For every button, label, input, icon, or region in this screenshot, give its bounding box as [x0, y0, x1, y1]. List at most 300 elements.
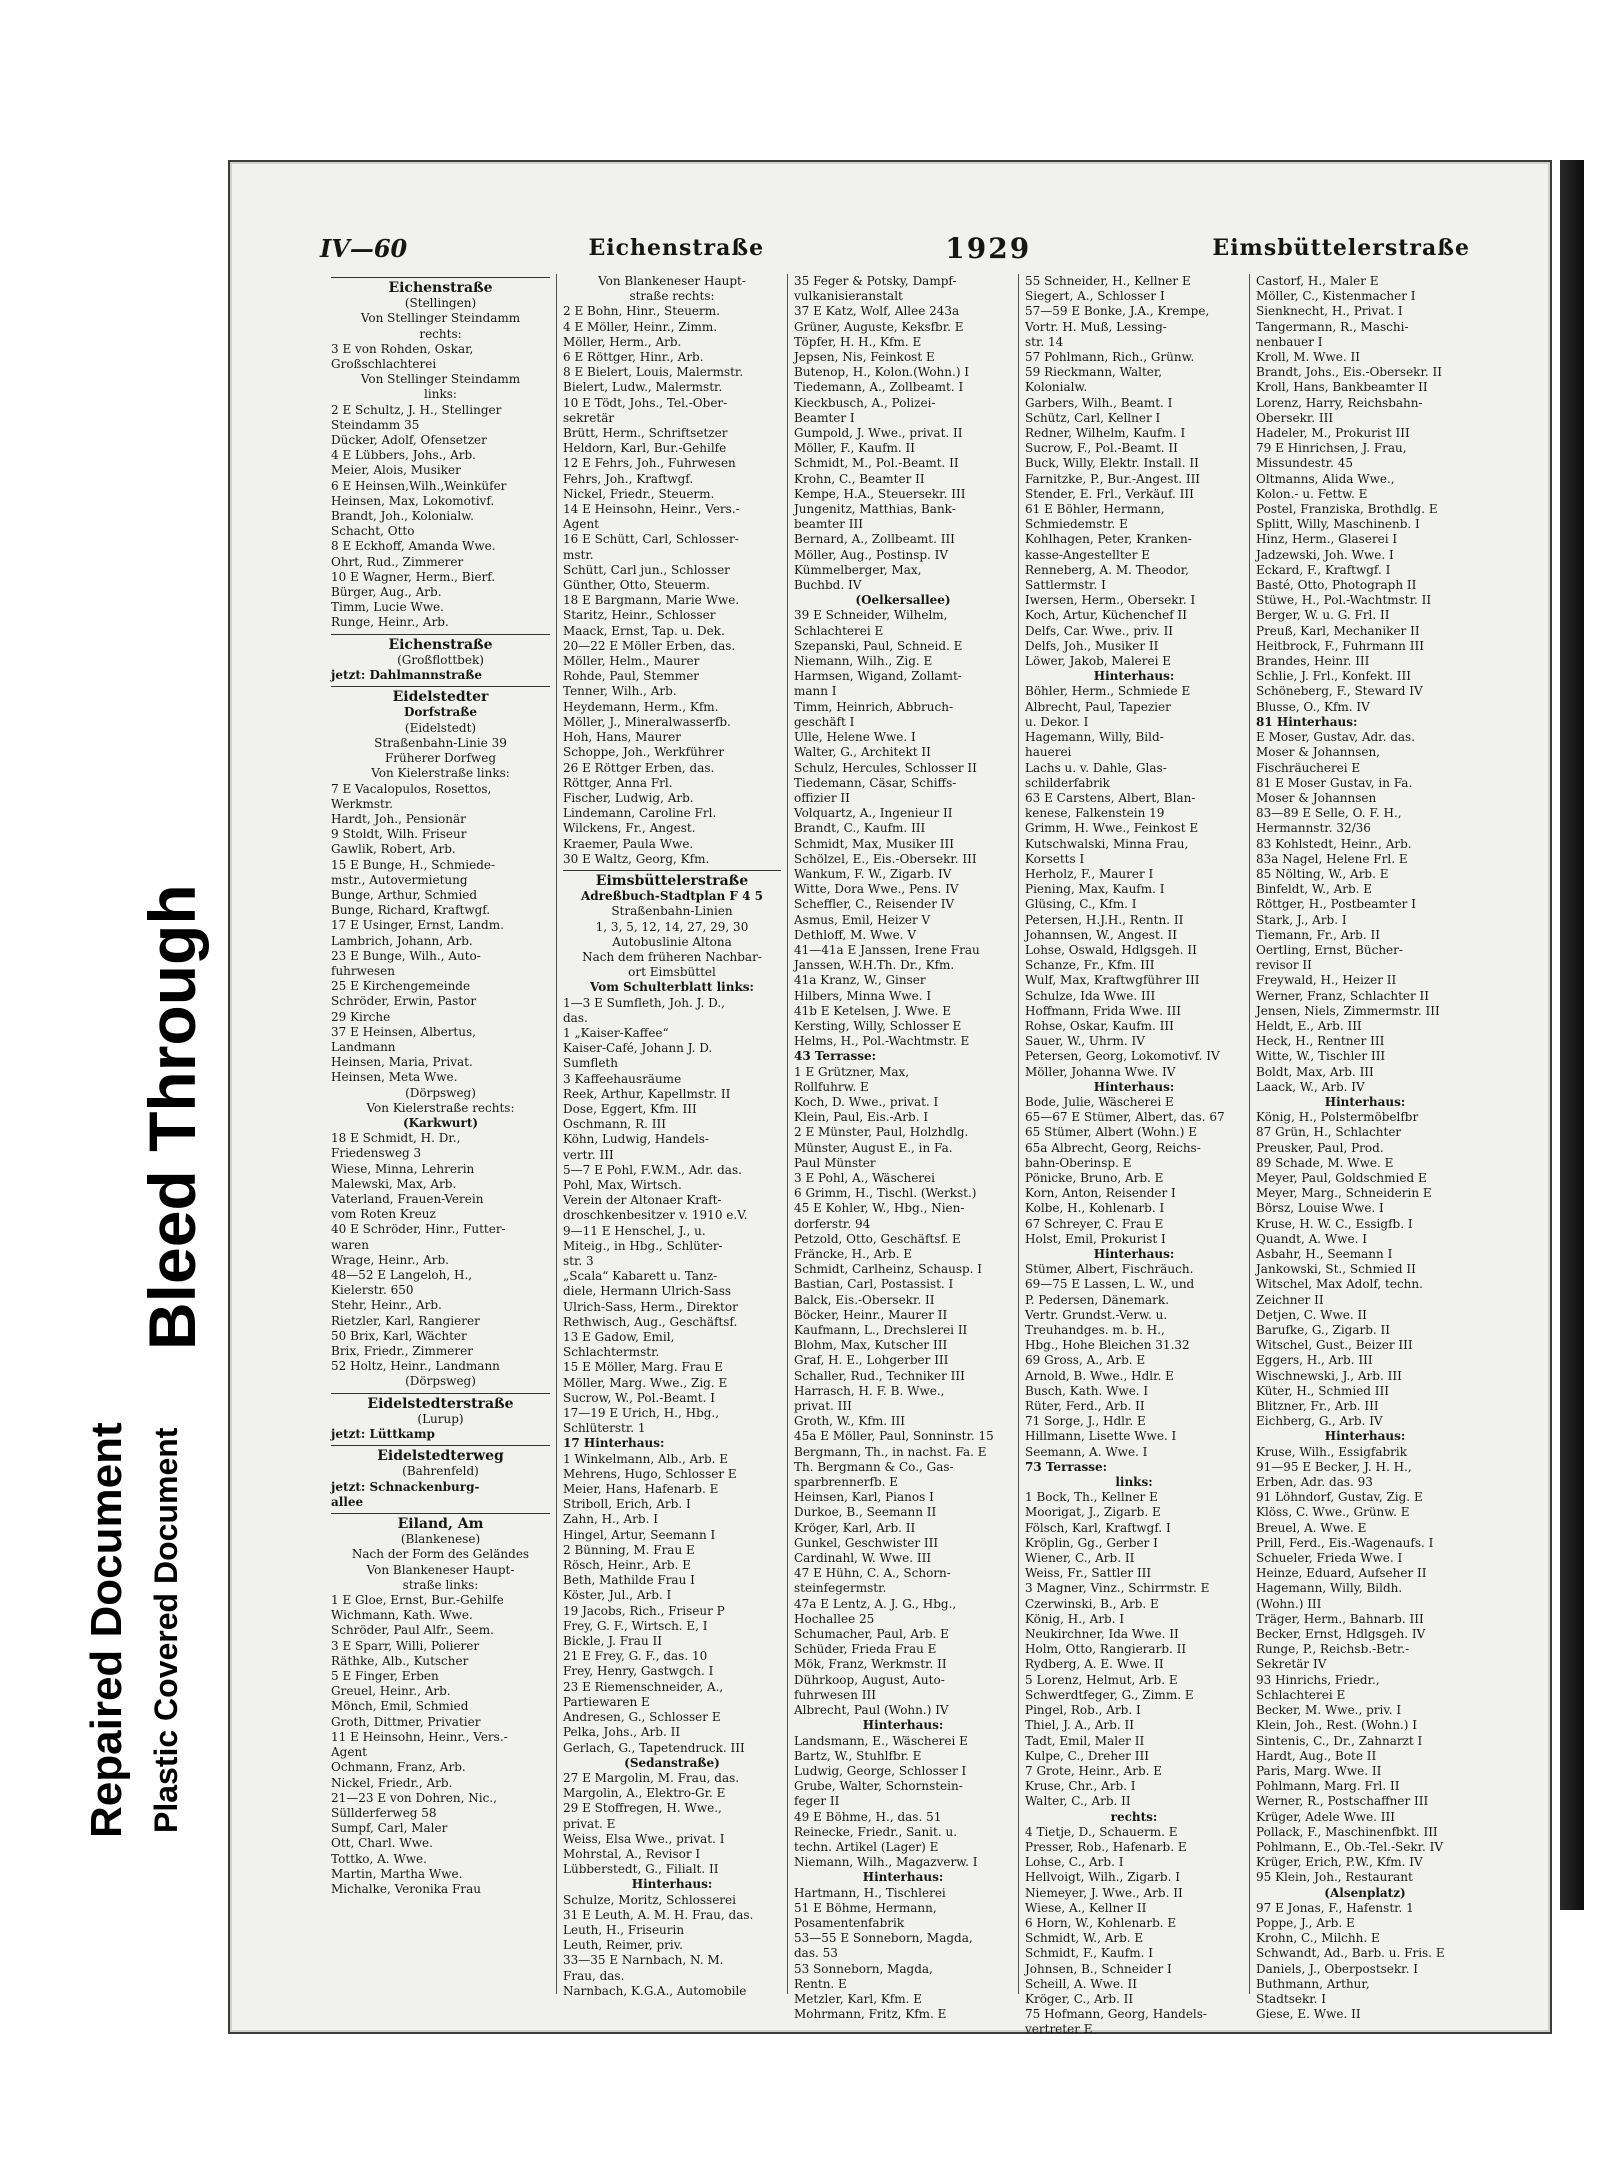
directory-entry: Rentn. E	[794, 1976, 847, 1991]
street-heading: Eiland, Am	[331, 1513, 550, 1532]
directory-entry: Möller, Helm., Maurer	[563, 654, 700, 669]
directory-entry: Krohn, C., Milchh. E	[1256, 1931, 1380, 1946]
directory-entry: Möller, C., Kistenmacher I	[1256, 289, 1416, 304]
directory-entry: Jankowski, St., Schmied II	[1256, 1262, 1416, 1277]
directory-entry: Paul Münster	[794, 1155, 876, 1170]
directory-entry: Wulf, Max, Kraftwgführer III	[1025, 973, 1200, 988]
directory-entry: 10 E Tödt, Johs., Tel.-Ober-	[563, 395, 728, 410]
directory-entry: Pollack, F., Maschinenfbkt. III	[1256, 1824, 1438, 1839]
directory-entry: Heydemann, Herm., Kfm.	[563, 699, 719, 714]
directory-entry: Kruse, H. W. C., Essigfb. I	[1256, 1216, 1413, 1231]
directory-entry: Heinsen, Meta Wwe.	[331, 1070, 458, 1085]
directory-entry: Blusse, O., Kfm. IV	[1256, 699, 1370, 714]
directory-entry: das. 53	[794, 1946, 838, 1961]
directory-entry: Schlachterei E	[794, 623, 884, 638]
directory-entry: Börsz, Louise Wwe. I	[1256, 1201, 1384, 1216]
directory-entry: Nickel, Friedr., Steuerm.	[563, 486, 715, 501]
directory-entry: Werner, Franz, Schlachter II	[1256, 988, 1430, 1003]
directory-entry: ort Eimsbüttel	[628, 965, 716, 980]
directory-entry: 57 Pohlmann, Rich., Grünw.	[1025, 350, 1195, 365]
directory-entry: Verein der Altonaer Kraft-	[563, 1193, 722, 1208]
directory-entry: Bunge, Richard, Kraftwgf.	[331, 903, 491, 918]
directory-entry: 2 Bünning, M. Frau E	[563, 1542, 695, 1557]
directory-entry: 3 Kaffeehausräume	[563, 1071, 682, 1086]
directory-entry: Stadtsekr. I	[1256, 1991, 1327, 2006]
directory-entry: Walter, C., Arb. II	[1025, 1794, 1131, 1809]
directory-entry: Koch, Artur, Küchenchef II	[1025, 608, 1187, 623]
directory-entry: Grüner, Auguste, Keksfbr. E	[794, 319, 964, 334]
directory-entry: fuhrwesen	[331, 963, 395, 978]
directory-entry: Wrage, Heinr., Arb.	[331, 1252, 449, 1267]
directory-entry: Straßenbahn-Linie 39	[374, 735, 507, 750]
directory-entry: Tiemann, Fr., Arb. II	[1256, 927, 1380, 942]
directory-entry: 52 Holtz, Heinr., Landmann	[331, 1359, 500, 1374]
directory-entry: 41a Kranz, W., Ginser	[794, 973, 926, 988]
directory-entry: Graf, H. E., Lohgerber III	[794, 1353, 949, 1368]
directory-entry: Jadzewski, Joh. Wwe. I	[1256, 547, 1394, 562]
directory-entry: Kieckbusch, A., Polizei-	[794, 395, 936, 410]
directory-entry: Hagemann, Willy, Bildh.	[1256, 1581, 1403, 1596]
directory-entry: Sucrow, F., Pol.-Beamt. II	[1025, 441, 1178, 456]
directory-entry: 37 E Katz, Wolf, Allee 243a	[794, 304, 960, 319]
directory-entry: Czerwinski, B., Arb. E	[1025, 1596, 1159, 1611]
directory-entry: Rethwisch, Aug., Geschäftsf.	[563, 1314, 738, 1329]
directory-entry: König, H., Arb. I	[1025, 1611, 1125, 1626]
directory-entry: Beth, Mathilde Frau I	[563, 1573, 695, 1588]
directory-entry: Kohlhagen, Peter, Kranken-	[1025, 532, 1192, 547]
directory-entry: Landsmann, E., Wäscherei E	[794, 1733, 968, 1748]
directory-entry: 69 Gross, A., Arb. E	[1025, 1353, 1146, 1368]
directory-entry: Schmidt, Carlheinz, Schausp. I	[794, 1262, 983, 1277]
directory-entry: kasse-Angestellter E	[1025, 547, 1151, 562]
directory-entry: 37 E Heinsen, Albertus,	[331, 1024, 476, 1039]
directory-entry: Paris, Marg. Wwe. II	[1256, 1763, 1382, 1778]
directory-entry: 47a E Lentz, A. J. G., Hbg.,	[794, 1596, 957, 1611]
directory-entry: Stümer, Albert, Fischräuch.	[1025, 1262, 1194, 1277]
directory-entry: Korn, Anton, Reisender I	[1025, 1186, 1176, 1201]
directory-entry: rechts:	[419, 326, 462, 341]
directory-entry: Ulrich-Sass, Herm., Direktor	[563, 1299, 738, 1314]
directory-entry: Schaller, Rud., Techniker III	[794, 1368, 965, 1383]
directory-entry: Gawlik, Robert, Arb.	[331, 842, 456, 857]
directory-entry: Möller, F., Kaufm. II	[794, 441, 916, 456]
directory-entry: Bode, Julie, Wäscherei E	[1025, 1094, 1174, 1109]
directory-entry: Martin, Martha Wwe.	[331, 1866, 463, 1881]
directory-entry: Stender, E. Frl., Verkäuf. III	[1025, 486, 1194, 501]
directory-entry: 79 E Hinrichsen, J. Frau,	[1256, 441, 1407, 456]
directory-entry: Kröplin, Gg., Gerber I	[1025, 1535, 1158, 1550]
directory-entry: feger II	[794, 1794, 840, 1809]
directory-entry: Friedensweg 3	[331, 1146, 422, 1161]
directory-entry: Groth, W., Kfm. III	[794, 1414, 906, 1429]
directory-entry: Pohl, Max, Wirtsch.	[563, 1177, 682, 1192]
directory-entry: Oltmanns, Alida Wwe.,	[1256, 471, 1395, 486]
directory-entry: Kempe, H.A., Steuersekr. III	[794, 486, 966, 501]
directory-entry: Hinterhaus:	[1093, 1247, 1175, 1261]
directory-columns	[325, 274, 1480, 2037]
directory-entry: Runge, P., Reichsb.-Betr.-	[1256, 1642, 1410, 1657]
directory-entry: Helms, H., Pol.-Wachtmstr. E	[794, 1034, 970, 1049]
directory-entry: Fischer, Ludwig, Arb.	[563, 790, 694, 805]
directory-entry: 5—7 E Pohl, F.W.M., Adr. das.	[563, 1162, 742, 1177]
directory-entry: Küter, H., Schmied III	[1256, 1383, 1390, 1398]
directory-entry: 13 E Gadow, Emil,	[563, 1330, 675, 1345]
directory-entry: Schmiedemstr. E	[1025, 517, 1128, 532]
directory-entry: E Moser, Gustav, Adr. das.	[1256, 730, 1416, 745]
directory-entry: 2 E Bohn, Hinr., Steuerm.	[563, 304, 720, 319]
directory-entry: Johannsen, W., Angest. II	[1025, 927, 1177, 942]
directory-entry: Gumpold, J. Wwe., privat. II	[794, 426, 963, 441]
directory-entry: 1 „Kaiser-Kaffee“	[563, 1025, 669, 1040]
directory-entry: 21 E Frey, G. F., das. 10	[563, 1649, 708, 1664]
directory-entry: Witschel, Max Adolf, techn.	[1256, 1277, 1423, 1292]
directory-entry: beamter III	[794, 517, 864, 532]
directory-entry: Eggers, H., Arb. III	[1256, 1353, 1373, 1368]
directory-entry: 57—59 E Bonke, J.A., Krempe,	[1025, 304, 1210, 319]
directory-entry: Frau, das.	[563, 1968, 625, 1983]
directory-entry: 8 E Eckhoff, Amanda Wwe.	[331, 539, 496, 554]
directory-entry: Brütt, Herm., Schriftsetzer	[563, 426, 728, 441]
directory-entry: Piening, Max, Kaufm. I	[1025, 882, 1165, 897]
directory-entry: Vortr. H. Muß, Lessing-	[1025, 319, 1167, 334]
directory-entry: Basté, Otto, Photograph II	[1256, 578, 1417, 593]
directory-entry: jetzt: Schnackenburg-	[331, 1479, 480, 1494]
directory-entry: sekretär	[563, 410, 615, 425]
directory-entry: Hingel, Artur, Seemann I	[563, 1527, 716, 1542]
directory-entry: Mohrmann, Fritz, Kfm. E	[794, 2007, 947, 2022]
directory-entry: Delfs, Joh., Musiker II	[1025, 638, 1159, 653]
directory-entry: Tenner, Wilh., Arb.	[563, 684, 677, 699]
directory-entry: (Eidelstedt)	[404, 720, 477, 735]
directory-entry: Barufke, G., Zigarb. II	[1256, 1323, 1391, 1338]
directory-entry: Arnold, B. Wwe., Hdlr. E	[1025, 1368, 1174, 1383]
directory-entry: Kolon.- u. Fettw. E	[1256, 486, 1368, 501]
directory-entry: Koch, D. Wwe., privat. I	[794, 1094, 939, 1109]
street-heading: Eichenstraße	[331, 277, 550, 296]
directory-entry: Heinsen, Karl, Pianos I	[794, 1490, 934, 1505]
directory-entry: Preuß, Karl, Mechaniker II	[1256, 623, 1420, 638]
directory-entry: 6 E Heinsen,Wilh.,Weinküfer	[331, 478, 507, 493]
directory-entry: Kaiser-Café, Johann J. D.	[563, 1041, 713, 1056]
directory-entry: Schlachtermstr.	[563, 1345, 660, 1360]
directory-entry: Witte, W., Tischler III	[1256, 1049, 1386, 1064]
directory-page	[228, 160, 1552, 2037]
directory-column	[325, 274, 556, 1994]
directory-entry: Schulze, Moritz, Schlosserei	[563, 1892, 736, 1907]
directory-entry: Pingel, Rob., Arb. I	[1025, 1703, 1141, 1718]
directory-entry: Laack, W., Arb. IV	[1256, 1079, 1365, 1094]
directory-entry: vertreter E	[1025, 2022, 1093, 2037]
directory-entry: Von Blankeneser Haupt-	[598, 274, 746, 288]
directory-entry: Hermannstr. 32/36	[1256, 821, 1371, 836]
directory-entry: Becker, M. Wwe., priv. I	[1256, 1703, 1402, 1718]
directory-entry: Stark, J., Arb. I	[1256, 912, 1347, 927]
directory-entry: Kröger, Karl, Arb. II	[794, 1520, 916, 1535]
directory-entry: Tadt, Emil, Maler II	[1025, 1733, 1145, 1748]
directory-entry: Cardinahl, W. Wwe. III	[794, 1551, 932, 1566]
directory-entry: Buthmann, Arthur,	[1256, 1976, 1370, 1991]
directory-entry: 4 E Lübbers, Johs., Arb.	[331, 448, 476, 463]
directory-entry: 3 E Sparr, Willi, Polierer	[331, 1638, 480, 1653]
directory-entry: 5 Lorenz, Helmut, Arb. E	[1025, 1672, 1178, 1687]
directory-entry: Janssen, W.H.Th. Dr., Kfm.	[794, 958, 955, 973]
directory-entry: Schröder, Paul Alfr., Seem.	[331, 1623, 494, 1638]
directory-entry: Redner, Wilhelm, Kaufm. I	[1025, 426, 1186, 441]
directory-entry: Leuth, H., Friseurin	[563, 1922, 685, 1937]
directory-entry: Moorigat, J., Zigarb. E	[1025, 1505, 1161, 1520]
directory-entry: Schüder, Frieda Frau E	[794, 1642, 937, 1657]
directory-entry: Wiener, C., Arb. II	[1025, 1551, 1135, 1566]
directory-entry: 21—23 E von Dohren, Nic.,	[331, 1790, 497, 1805]
directory-entry: Von Kielerstraße links:	[371, 766, 510, 781]
directory-entry: straße rechts:	[629, 289, 715, 304]
directory-entry: Sumpf, Carl, Maler	[331, 1821, 448, 1836]
directory-entry: Sucrow, W., Pol.-Beamt. I	[563, 1390, 715, 1405]
directory-entry: vertr. III	[563, 1147, 614, 1162]
directory-entry: Bartz, W., Stuhlfbr. E	[794, 1748, 922, 1763]
directory-entry: Szepanski, Paul, Schneid. E	[794, 638, 963, 653]
directory-entry: Jepsen, Nis, Feinkost E	[794, 350, 935, 365]
directory-entry: Adreßbuch-Stadtplan F 4 5	[580, 889, 764, 904]
directory-entry: Becker, Ernst, Hdlgsgeh. IV	[1256, 1627, 1426, 1642]
directory-entry: Von Stellinger Steindamm	[360, 372, 521, 387]
directory-entry: (Großflottbek)	[397, 652, 484, 667]
directory-entry: Schueler, Frieda Wwe. I	[1256, 1551, 1403, 1566]
directory-entry: Kroll, Hans, Bankbeamter II	[1256, 380, 1428, 395]
directory-entry: Lachs u. v. Dahle, Glas-	[1025, 760, 1167, 775]
directory-entry: Berger, W. u. G. Frl. II	[1256, 608, 1390, 623]
directory-entry: 11 E Heinsohn, Heinr., Vers.-	[331, 1729, 508, 1744]
directory-entry: Kaufmann, L., Drechslerei II	[794, 1323, 968, 1338]
directory-entry: Striboll, Erich, Arb. I	[563, 1497, 691, 1512]
directory-entry: 89 Schade, M. Wwe. E	[1256, 1155, 1394, 1170]
header-left-street: Eichenstraße	[588, 235, 765, 261]
directory-entry: Wiese, A., Kellner II	[1025, 1900, 1147, 1915]
directory-entry: Sekretär IV	[1256, 1657, 1327, 1672]
directory-entry: 95 Klein, Joh., Restaurant	[1256, 1870, 1413, 1885]
directory-entry: Lindemann, Caroline Frl.	[563, 806, 717, 821]
directory-entry: Möller, J., Mineralwasserfb.	[563, 714, 731, 729]
directory-entry: kenese, Falkenstein 19	[1025, 806, 1165, 821]
directory-entry: Groth, Dittmer, Privatier	[331, 1714, 481, 1729]
directory-entry: Löwer, Jakob, Malerei E	[1025, 654, 1172, 669]
directory-entry: Köster, Jul., Arb. I	[563, 1588, 672, 1603]
directory-entry: Holm, Otto, Rangierarb. II	[1025, 1642, 1187, 1657]
directory-entry: Meyer, Marg., Schneiderin E	[1256, 1186, 1432, 1201]
directory-entry: Tangermann, R., Maschi-	[1256, 319, 1409, 334]
directory-entry: Heinsen, Max, Lokomotivf.	[331, 493, 495, 508]
directory-entry: Werner, R., Postschaffner III	[1256, 1794, 1429, 1809]
directory-entry: Siegert, A., Schlosser I	[1025, 289, 1165, 304]
directory-entry: Münster, August E., in Fa.	[794, 1140, 953, 1155]
directory-entry: 7 E Vacalopulos, Rosettos,	[331, 781, 492, 796]
directory-column	[556, 274, 787, 1998]
directory-entry: 27 E Margolin, M. Frau, das.	[563, 1770, 740, 1785]
directory-entry: revisor II	[1256, 958, 1312, 973]
directory-entry: Heldt, E., Arb. III	[1256, 1018, 1362, 1033]
directory-entry: Schoppe, Joh., Werkführer	[563, 745, 725, 760]
directory-entry: Malewski, Max, Arb.	[331, 1176, 457, 1191]
directory-entry: Michalke, Veronika Frau	[331, 1881, 481, 1896]
directory-entry: Frey, G. F., Wirtsch. E, I	[563, 1618, 708, 1633]
directory-entry: Straßenbahn-Linien	[611, 904, 733, 919]
directory-entry: Presser, Rob., Hafenarb. E	[1025, 1839, 1187, 1854]
directory-entry: Hinterhaus:	[1093, 1079, 1175, 1094]
directory-entry: Schütz, Carl, Kellner I	[1025, 410, 1161, 425]
directory-entry: Petersen, H.J.H., Rentn. II	[1025, 912, 1184, 927]
directory-entry: Seemann, A. Wwe. I	[1025, 1444, 1148, 1459]
directory-entry: Miteig., in Hbg., Schlüter-	[563, 1238, 723, 1253]
directory-entry: Petersen, Georg, Lokomotivf. IV	[1025, 1049, 1220, 1064]
directory-entry: Splitt, Willy, Maschinenb. I	[1256, 517, 1420, 532]
directory-entry: Fischräucherei E	[1256, 760, 1361, 775]
directory-entry: Von Blankeneser Haupt-	[366, 1562, 515, 1577]
directory-entry: Hinterhaus:	[862, 1718, 944, 1733]
directory-entry: Klöss, C. Wwe., Grünw. E	[1256, 1505, 1410, 1520]
directory-entry: Reinecke, Friedr., Sanit. u.	[794, 1824, 958, 1839]
directory-entry: Tottko, A. Wwe.	[331, 1851, 427, 1866]
directory-entry: Kolonialw.	[1025, 380, 1088, 395]
directory-entry: 97 E Jonas, F., Hafenstr. 1	[1256, 1900, 1414, 1915]
directory-entry: Schöneberg, F., Steward IV	[1256, 684, 1423, 699]
directory-entry: Vaterland, Frauen-Verein	[331, 1191, 484, 1206]
directory-entry: Neukirchner, Ida Wwe. II	[1025, 1627, 1179, 1642]
directory-entry: (Dörpsweg)	[405, 1085, 476, 1100]
directory-entry: Töpfer, H. H., Kfm. E	[794, 334, 922, 349]
directory-entry: Kutschwalski, Minna Frau,	[1025, 836, 1189, 851]
directory-entry: vom Roten Kreuz	[331, 1207, 436, 1222]
directory-entry: Von Stellinger Steindamm	[360, 311, 521, 326]
directory-entry: jetzt: Dahlmannstraße	[331, 668, 483, 683]
directory-entry: Schröder, Erwin, Pastor	[331, 994, 477, 1009]
directory-entry: Steindamm 35	[331, 417, 420, 432]
directory-entry: Meier, Alois, Musiker	[331, 463, 461, 478]
directory-entry: Binfeldt, W., Arb. E	[1256, 882, 1373, 897]
directory-entry: Meyer, Paul, Goldschmied E	[1256, 1170, 1427, 1185]
directory-entry: Nach der Form des Geländes	[351, 1547, 530, 1562]
directory-entry: Bernard, A., Zollbeamt. III	[794, 532, 955, 547]
directory-entry: Detjen, C. Wwe. II	[1256, 1307, 1367, 1322]
directory-entry: Albrecht, Paul, Tapezier	[1025, 699, 1171, 714]
directory-entry: Hinterhaus:	[862, 1870, 944, 1885]
directory-column	[1018, 274, 1249, 2037]
directory-entry: Dethloff, M. Wwe. V	[794, 927, 916, 942]
directory-entry: 45 E Kohler, W., Hbg., Nien-	[794, 1201, 965, 1216]
directory-entry: links:	[1115, 1475, 1153, 1490]
directory-entry: Wankum, F. W., Zigarb. IV	[794, 866, 952, 881]
directory-entry: Bunge, Arthur, Schmied	[331, 887, 478, 902]
directory-entry: Nach dem früheren Nachbar-	[582, 949, 762, 964]
directory-entry: 1 Winkelmann, Alb., Arb. E	[563, 1451, 729, 1466]
directory-entry: Kümmelberger, Max,	[794, 562, 922, 577]
directory-entry: Pönicke, Bruno, Arb. E	[1025, 1170, 1164, 1185]
directory-entry: Erben, Adr. das. 93	[1256, 1475, 1373, 1490]
directory-entry: Böhler, Herm., Schmiede E	[1025, 684, 1191, 699]
directory-entry: Agent	[331, 1745, 367, 1760]
directory-entry: Kruse, Wilh., Essigfabrik	[1256, 1444, 1408, 1459]
directory-entry: Hinterhaus:	[1093, 669, 1175, 684]
directory-entry: Petzold, Otto, Geschäftsf. E	[794, 1231, 961, 1246]
directory-entry: droschkenbesitzer v. 1910 e.V.	[563, 1208, 748, 1223]
directory-entry: Hochallee 25	[794, 1611, 875, 1626]
directory-entry: 17—19 E Urich, H., Hbg.,	[563, 1406, 720, 1421]
directory-entry: 1 Bock, Th., Kellner E	[1025, 1490, 1158, 1505]
directory-entry: Rösch, Heinr., Arb. E	[563, 1558, 691, 1573]
directory-entry: hauerei	[1025, 745, 1072, 760]
directory-entry: waren	[331, 1237, 369, 1252]
directory-entry: Krohn, C., Beamter II	[794, 471, 925, 486]
directory-entry: Hbg., Hohe Bleichen 31.32	[1025, 1338, 1190, 1353]
directory-column	[1249, 274, 1480, 2022]
directory-entry: Boldt, Max, Arb. III	[1256, 1064, 1374, 1079]
directory-entry: Hardt, Joh., Pensionär	[331, 811, 466, 826]
directory-entry: Heinze, Eduard, Aufseher II	[1256, 1566, 1427, 1581]
directory-entry: Poppe, J., Arb. E	[1256, 1915, 1355, 1930]
directory-entry: Niemann, Wilh., Zig. E	[794, 654, 933, 669]
directory-entry: Grube, Walter, Schornstein-	[794, 1779, 963, 1794]
directory-entry: 35 Feger & Potsky, Dampf-	[794, 274, 957, 288]
directory-entry: 71 Sorge, J., Hdlr. E	[1025, 1414, 1146, 1429]
directory-entry: Hadeler, M., Prokurist III	[1256, 426, 1410, 441]
directory-entry: 1 E Grützner, Max,	[794, 1064, 910, 1079]
street-heading: Eidelstedterweg	[331, 1445, 550, 1464]
directory-entry: Köhn, Ludwig, Handels-	[563, 1132, 709, 1147]
directory-entry: 3 Magner, Vinz., Schirrmstr. E	[1025, 1581, 1210, 1596]
directory-entry: Treuhandges. m. b. H.,	[1025, 1323, 1165, 1338]
directory-entry: 83—89 E Selle, O. F. H.,	[1256, 806, 1402, 821]
directory-entry: 2 E Münster, Paul, Holzhdlg.	[794, 1125, 969, 1140]
directory-entry: Klein, Joh., Rest. (Wohn.) I	[1256, 1718, 1417, 1733]
directory-entry: Greuel, Heinr., Arb.	[331, 1684, 451, 1699]
directory-entry: Pelka, Johs., Arb. II	[563, 1725, 681, 1740]
directory-entry: Ott, Charl. Wwe.	[331, 1836, 433, 1851]
directory-entry: Balck, Eis.-Obersekr. II	[794, 1292, 935, 1307]
directory-entry: Ludwig, George, Schlosser I	[794, 1763, 967, 1778]
directory-entry: Weiss, Elsa Wwe., privat. I	[563, 1831, 725, 1846]
directory-entry: 53 Sonneborn, Magda,	[794, 1961, 933, 1976]
directory-entry: geschäft I	[794, 714, 855, 729]
directory-entry: Obersekr. III	[1256, 410, 1334, 425]
directory-entry: Glüsing, C., Kfm. I	[1025, 897, 1137, 912]
directory-entry: Th. Bergmann & Co., Gas-	[794, 1459, 954, 1474]
directory-entry: Autobuslinie Altona	[612, 934, 732, 949]
directory-entry: links:	[424, 387, 457, 402]
directory-entry: str. 14	[1025, 334, 1064, 349]
directory-entry: Wilckens, Fr., Angest.	[563, 821, 696, 836]
directory-entry: Preusker, Paul, Prod.	[1256, 1140, 1384, 1155]
directory-entry: Rohde, Paul, Stemmer	[563, 669, 700, 684]
directory-entry: Kolbe, H., Kohlenarb. I	[1025, 1201, 1165, 1216]
directory-entry: Oertling, Ernst, Bücher-	[1256, 942, 1403, 957]
directory-entry: 41—41a E Janssen, Irene Frau	[794, 942, 980, 957]
directory-entry: Witte, Dora Wwe., Pens. IV	[794, 882, 959, 897]
directory-entry: diele, Hermann Ulrich-Sass	[563, 1284, 732, 1299]
directory-entry: Wischnewski, J., Arb. III	[1256, 1368, 1402, 1383]
directory-entry: 93 Hinrichs, Friedr.,	[1256, 1672, 1380, 1687]
directory-entry: Gunkel, Geschwister III	[794, 1535, 939, 1550]
directory-entry: 91—95 E Becker, J. H. H.,	[1256, 1459, 1412, 1474]
directory-entry: Dührkoop, August, Auto-	[794, 1672, 945, 1687]
directory-entry: Böcker, Heinr., Maurer II	[794, 1307, 948, 1322]
directory-entry: (Stellingen)	[404, 296, 477, 311]
directory-entry: 6 E Röttger, Hinr., Arb.	[563, 350, 704, 365]
directory-entry: 1, 3, 5, 12, 14, 27, 29, 30	[595, 919, 749, 934]
directory-entry: 81 E Moser Gustav, in Fa.	[1256, 775, 1413, 790]
directory-entry: straße links:	[402, 1577, 479, 1592]
directory-entry: Dorfstraße	[403, 705, 478, 720]
directory-entry: Runge, Heinr., Arb.	[331, 615, 449, 630]
directory-entry: Schmidt, M., Pol.-Beamt. II	[794, 456, 959, 471]
